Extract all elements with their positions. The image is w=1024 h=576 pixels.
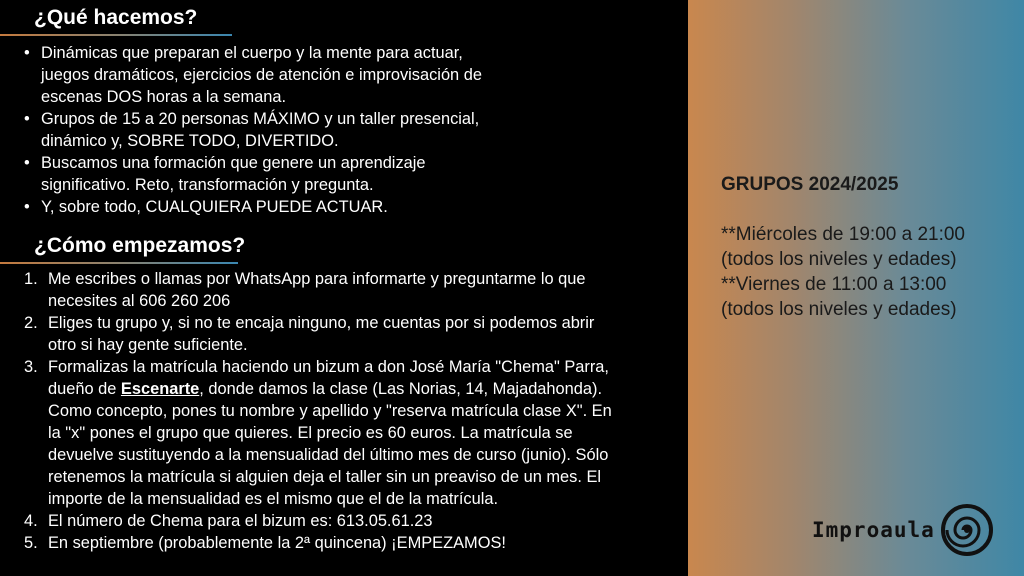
schedule-block bbox=[721, 172, 1021, 322]
step-number: 4. bbox=[24, 512, 38, 530]
bullet-line: escenas DOS horas a la semana. bbox=[41, 88, 287, 106]
step-line: Como concepto, pones tu nombre y apellido y "reserva matrícula clase X". En bbox=[48, 402, 612, 420]
spiral-icon bbox=[941, 504, 993, 556]
bullet-item bbox=[22, 152, 582, 196]
step-line-prefix: dueño de bbox=[48, 380, 121, 398]
step-item bbox=[24, 356, 686, 510]
bullet-item bbox=[22, 196, 582, 218]
schedule-line: (todos los niveles y edades) bbox=[721, 249, 957, 270]
step-line: En septiembre (probablemente la 2ª quincena) ¡EMPEZAMOS! bbox=[48, 534, 506, 552]
logo-text: Improaula bbox=[812, 518, 935, 542]
bullet-line: Y, sobre todo, CUALQUIERA PUEDE ACTUAR. bbox=[41, 198, 388, 216]
bullet-line: Grupos de 15 a 20 personas MÁXIMO y un taller presencial, bbox=[41, 110, 480, 128]
schedule-line: (todos los niveles y edades) bbox=[721, 299, 957, 320]
bullet-item bbox=[22, 42, 582, 108]
step-line: importe de la mensualidad es el mismo que el de la matrícula. bbox=[48, 490, 499, 508]
bullet-list bbox=[22, 42, 582, 218]
bullet-line: significativo. Reto, transformación y pregunta. bbox=[41, 176, 374, 194]
heading-underline bbox=[0, 262, 238, 264]
step-line-suffix: , donde damos la clase (Las Norias, 14, Majadahonda). bbox=[199, 380, 603, 398]
bullet-line: Dinámicas que preparan el cuerpo y la mente para actuar, bbox=[41, 44, 463, 62]
steps-list bbox=[24, 268, 686, 554]
bullet-line: Buscamos una formación que genere un aprendizaje bbox=[41, 154, 426, 172]
step-line: Me escribes o llamas por WhatsApp para informarte y preguntarme lo que bbox=[48, 270, 586, 288]
step-line: retenemos la matrícula si alguien deja el taller sin un preaviso de un mes. El bbox=[48, 468, 602, 486]
step-line: Eliges tu grupo y, si no te encaja ninguno, me cuentas por si podemos abrir bbox=[48, 314, 595, 332]
heading-underline bbox=[0, 34, 232, 36]
step-line: devuelve sustituyendo a la mensualidad del último mes de curso (junio). Sólo bbox=[48, 446, 609, 464]
step-line: la "x" pones el grupo que quieres. El precio es 60 euros. La matrícula se bbox=[48, 424, 573, 442]
section-heading-como-empezamos: ¿Cómo empezamos? bbox=[34, 234, 246, 257]
step-number: 2. bbox=[24, 314, 38, 332]
step-line: necesites al 606 260 206 bbox=[48, 292, 231, 310]
step-line: Formalizas la matrícula haciendo un bizum a don José María "Chema" Parra, bbox=[48, 358, 609, 376]
schedule-line: **Viernes de 11:00 a 13:00 bbox=[721, 274, 947, 295]
step-line: El número de Chema para el bizum es: 613.05.61.23 bbox=[48, 512, 433, 530]
step-item bbox=[24, 532, 686, 554]
step-item bbox=[24, 510, 686, 532]
step-number: 3. bbox=[24, 358, 38, 376]
escenarte-link[interactable]: Escenarte bbox=[120, 380, 200, 398]
bullet-line: juegos dramáticos, ejercicios de atención e improvisación de bbox=[41, 66, 482, 84]
section-heading-que-hacemos: ¿Qué hacemos? bbox=[34, 6, 198, 29]
step-number: 5. bbox=[24, 534, 38, 552]
step-item bbox=[24, 268, 686, 312]
schedule-line: **Miércoles de 19:00 a 21:00 bbox=[721, 224, 965, 245]
bullet-line: dinámico y, SOBRE TODO, DIVERTIDO. bbox=[41, 132, 339, 150]
improaula-logo bbox=[812, 504, 993, 556]
step-item bbox=[24, 312, 686, 356]
step-number: 1. bbox=[24, 270, 38, 288]
step-line: otro si hay gente suficiente. bbox=[48, 336, 248, 354]
bullet-item bbox=[22, 108, 582, 152]
schedule-title: GRUPOS 2024/2025 bbox=[721, 174, 899, 195]
